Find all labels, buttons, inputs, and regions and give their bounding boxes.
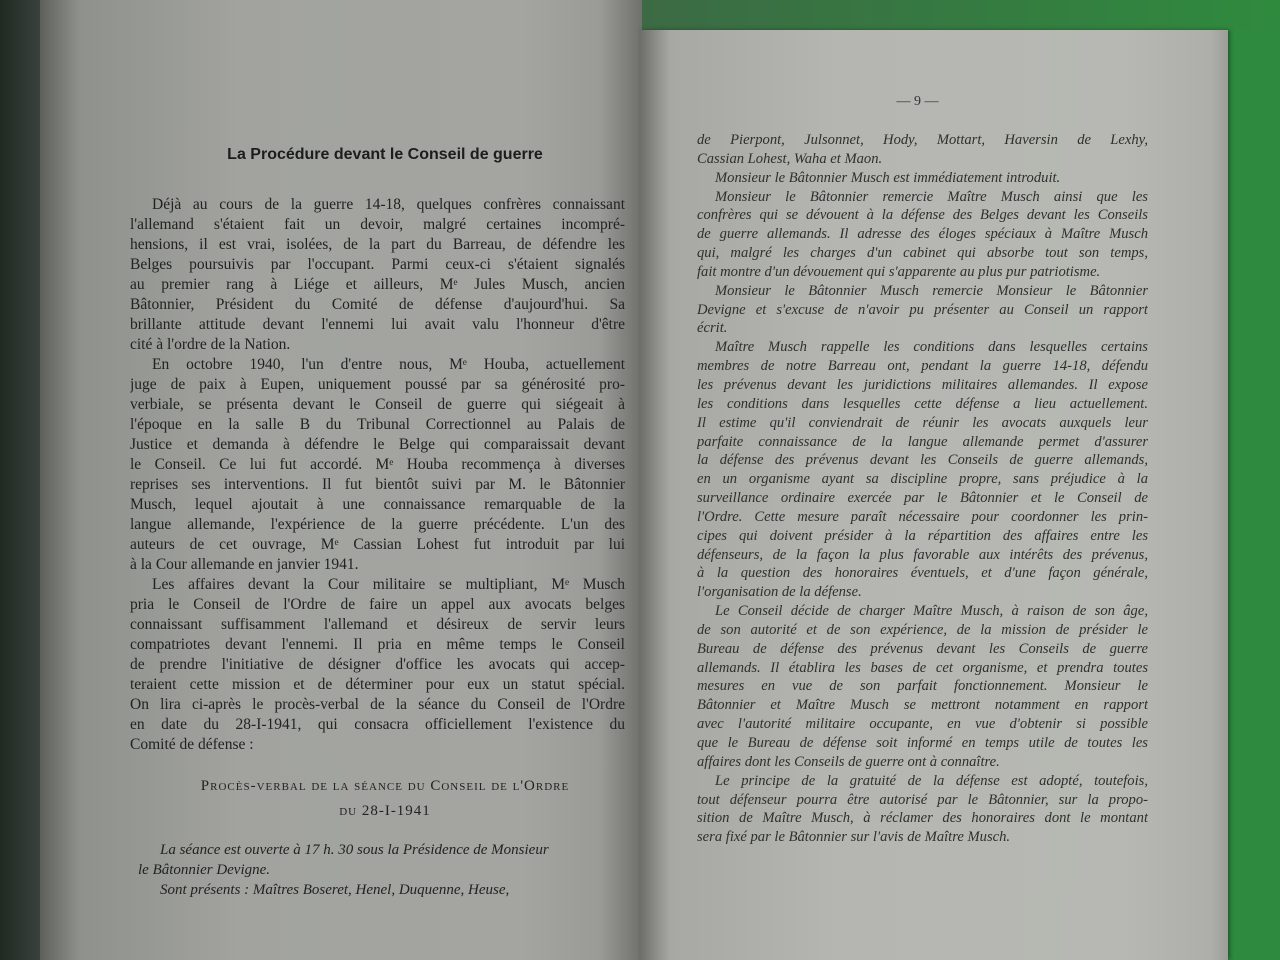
text-line: juge de paix à Eupen, uniquement poussé par sa générosité pro- [130, 376, 625, 393]
text-line: au premier rang à Liége et ailleurs, Mᵉ Jules Musch, ancien [130, 276, 625, 293]
text-line: En octobre 1940, l'un d'entre nous, Mᵉ Houba, actuellement [152, 356, 625, 373]
text-line: langue allemande, l'expérience de la guerre précédente. L'un des [130, 516, 625, 533]
text-line: en date du 28-I-1941, qui consacra officiellement l'existence du [130, 716, 625, 733]
text-line: de guerre allemands. Il adresse des éloges spéciaux à Maître Musch [697, 226, 1148, 243]
text-line: Le Conseil décide de charger Maître Musch, à raison de son âge, [715, 603, 1148, 620]
text-line: à la question des honoraires éventuels, et d'une façon générale, [697, 565, 1148, 582]
text-line: de prendre l'initiative de désigner d'office les avocats qui accep- [130, 656, 625, 673]
text-line: Belges poursuivis par l'occupant. Parmi ceux-ci s'étaient signalés [130, 256, 625, 273]
text-line: Maître Musch rappelle les conditions dans lesquelles certains [715, 339, 1148, 356]
text-line: l'allemand s'étaient fait un devoir, malgré certaines incompré- [130, 216, 625, 233]
text-line: Monsieur le Bâtonnier Musch est immédiatement introduit. [715, 169, 1061, 186]
paragraph [697, 188, 1148, 282]
text-line: l'époque en la salle B du Tribunal Correctionnel au Palais de [130, 416, 625, 433]
text-line: connaissant suffisamment l'allemand et désireux de servir leurs [130, 616, 625, 633]
paragraph [130, 575, 625, 755]
text-line: teraient cette mission et de déterminer pour eux un statut spécial. [130, 676, 625, 693]
text-line: à la Cour allemande en janvier 1941. [130, 556, 359, 573]
text-line: sera fixé par le Bâtonnier sur l'avis de Maître Musch. [697, 829, 1011, 846]
paragraph [697, 602, 1148, 772]
text-line: reprises ses interventions. Il fut bientôt suivi par M. le Bâtonnier [130, 476, 625, 493]
text-line: parfaite connaissance de la langue allemande permet d'assurer [697, 433, 1148, 450]
text-line: auteurs de cet ouvrage, Mᵉ Cassian Lohest fut introduit par lui [130, 536, 625, 553]
text-line: cité à l'ordre de la Nation. [130, 336, 291, 353]
text-line: Monsieur le Bâtonnier Musch remercie Monsieur le Bâtonnier [715, 282, 1148, 299]
minutes-body [138, 840, 616, 900]
text-line: La séance est ouverte à 17 h. 30 sous la Présidence de Monsieur [160, 842, 549, 858]
page-number: — 9 — [896, 94, 939, 109]
text-line: On lira ci-après le procès-verbal de la séance du Conseil de l'Ordre [130, 696, 625, 713]
paragraph [697, 338, 1148, 602]
text-line: Il estime qu'il conviendrait de réunir les avocats auxquels leur [697, 414, 1148, 431]
text-line: Monsieur le Bâtonnier remercie Maître Musch ainsi que les [715, 188, 1148, 205]
paragraph [697, 772, 1148, 847]
text-line: Musch, lequel ajoutait à une connaissance remarquable de la [130, 496, 625, 513]
text-line: confrères qui se dévouent à la défense des Belges devant les Conseils [697, 207, 1148, 224]
text-line: surveillance ordinaire exercée par le Bâtonnier et le Conseil de [697, 490, 1148, 507]
minutes-date: du 28-I-1941 [339, 803, 431, 819]
text-line: le Bâtonnier Devigne. [138, 862, 271, 878]
text-line: brillante attitude devant l'ennemi lui avait valu l'honneur d'être [130, 316, 625, 333]
text-line: Sont présents : Maîtres Boseret, Henel, Duquenne, Heuse, [160, 882, 510, 898]
paragraph [138, 880, 616, 900]
text-line: Justice et demanda à défendre le Belge qui comparaissait devant [130, 436, 625, 453]
text-line: le Conseil. Ce lui fut accordé. Mᵉ Houba recommença à diverses [130, 456, 625, 473]
text-line: compatriotes devant l'ennemi. Il pria en même temps le Conseil [130, 636, 625, 653]
background-green [640, 0, 1280, 30]
text-line: Bureau de défense des prévenus devant les Conseils de guerre [697, 640, 1148, 657]
text-line: cipes qui doivent présider à la répartition des affaires entre les [697, 527, 1148, 544]
text-line: affaires dont les Conseils de guerre ont à connaître. [697, 753, 1000, 770]
text-line: les conditions dans lesquelles cette défense a lieu actuellement. [697, 395, 1148, 412]
text-line: Bâtonnier, Président du Comité de défense d'aujourd'hui. Sa [130, 296, 625, 313]
text-line: mesures en vue de son parfait fonctionnement. Monsieur le [697, 678, 1148, 695]
paragraph [130, 195, 625, 355]
text-line: l'organisation de la défense. [697, 584, 862, 601]
text-line: en un organisme ayant sa discipline propre, sans préjudice à la [697, 471, 1148, 488]
right-page-body [697, 131, 1148, 847]
text-line: Devigne et s'excuse de n'avoir pu présenter au Conseil un rapport [697, 301, 1148, 318]
text-line: hensions, il est vrai, isolées, de la part du Barreau, de défendre les [130, 236, 625, 253]
paragraph [697, 282, 1148, 339]
minutes-title: Procès-verbal de la séance du Conseil de l'Ordre [200, 778, 570, 794]
background [0, 0, 45, 960]
text-line: Le principe de la gratuité de la défense est adopté, toutefois, [715, 772, 1148, 789]
text-line: fait montre d'un dévouement qui s'apparente au plus pur patriotisme. [697, 263, 1101, 280]
text-line: verbiale, se présenta devant le Conseil de guerre qui siégeait à [130, 396, 625, 413]
left-page-body [130, 195, 625, 755]
text-line: Les affaires devant la Cour militaire se multipliant, Mᵉ Musch [152, 576, 625, 593]
paragraph [697, 169, 1148, 188]
text-line: écrit. [697, 320, 728, 337]
text-line: pria le Conseil de l'Ordre de faire un appel aux avocats belges [130, 596, 625, 613]
text-line: les prévenus devant les juridictions militaires allemandes. Il expose [697, 376, 1148, 393]
paragraph [697, 131, 1148, 169]
text-line: tout défenseur pourra être autorisé par le Bâtonnier, sur la propo- [697, 791, 1148, 808]
text-line: qui, malgré les charges d'un cabinet qui absorbe tout son temps, [697, 245, 1148, 262]
text-line: membres de notre Barreau ont, pendant la guerre 14-18, défendu [697, 358, 1148, 375]
paragraph [130, 355, 625, 575]
paragraph [138, 840, 616, 880]
text-line: sition de Maître Musch, à réclamer des honoraires dont le montant [697, 810, 1148, 827]
text-line: avec l'autorité militaire occupante, en vue d'obtenir si possible [697, 716, 1148, 733]
text-line: que le Bureau de défense soit informé en temps utile de toutes les [697, 735, 1148, 751]
text-line: l'Ordre. Cette mesure paraît nécessaire pour coordonner les prin- [697, 508, 1148, 525]
chapter-title: La Procédure devant le Conseil de guerre [227, 146, 543, 163]
text-line: Déjà au cours de la guerre 14-18, quelques confrères connaissant [152, 196, 625, 213]
text-line: la défense des prévenus devant les Conseils de guerre allemands, [697, 452, 1148, 469]
text-line: Cassian Lohest, Waha et Maon. [697, 150, 883, 167]
text-line: Bâtonnier et Maître Musch se mettront notamment en rapport [697, 697, 1148, 714]
text-line: de son autorité et de son expérience, de la mission de présider le [697, 621, 1148, 638]
text-line: Comité de défense : [130, 736, 254, 753]
text-line: défenseurs, de la façon la plus favorable aux intérêts des prévenus, [697, 546, 1148, 563]
text-line: allemands. Il établira les bases de cet organisme, et prendra toutes [697, 659, 1148, 676]
text-line: de Pierpont, Julsonnet, Hody, Mottart, Haversin de Lexhy, [697, 132, 1148, 148]
